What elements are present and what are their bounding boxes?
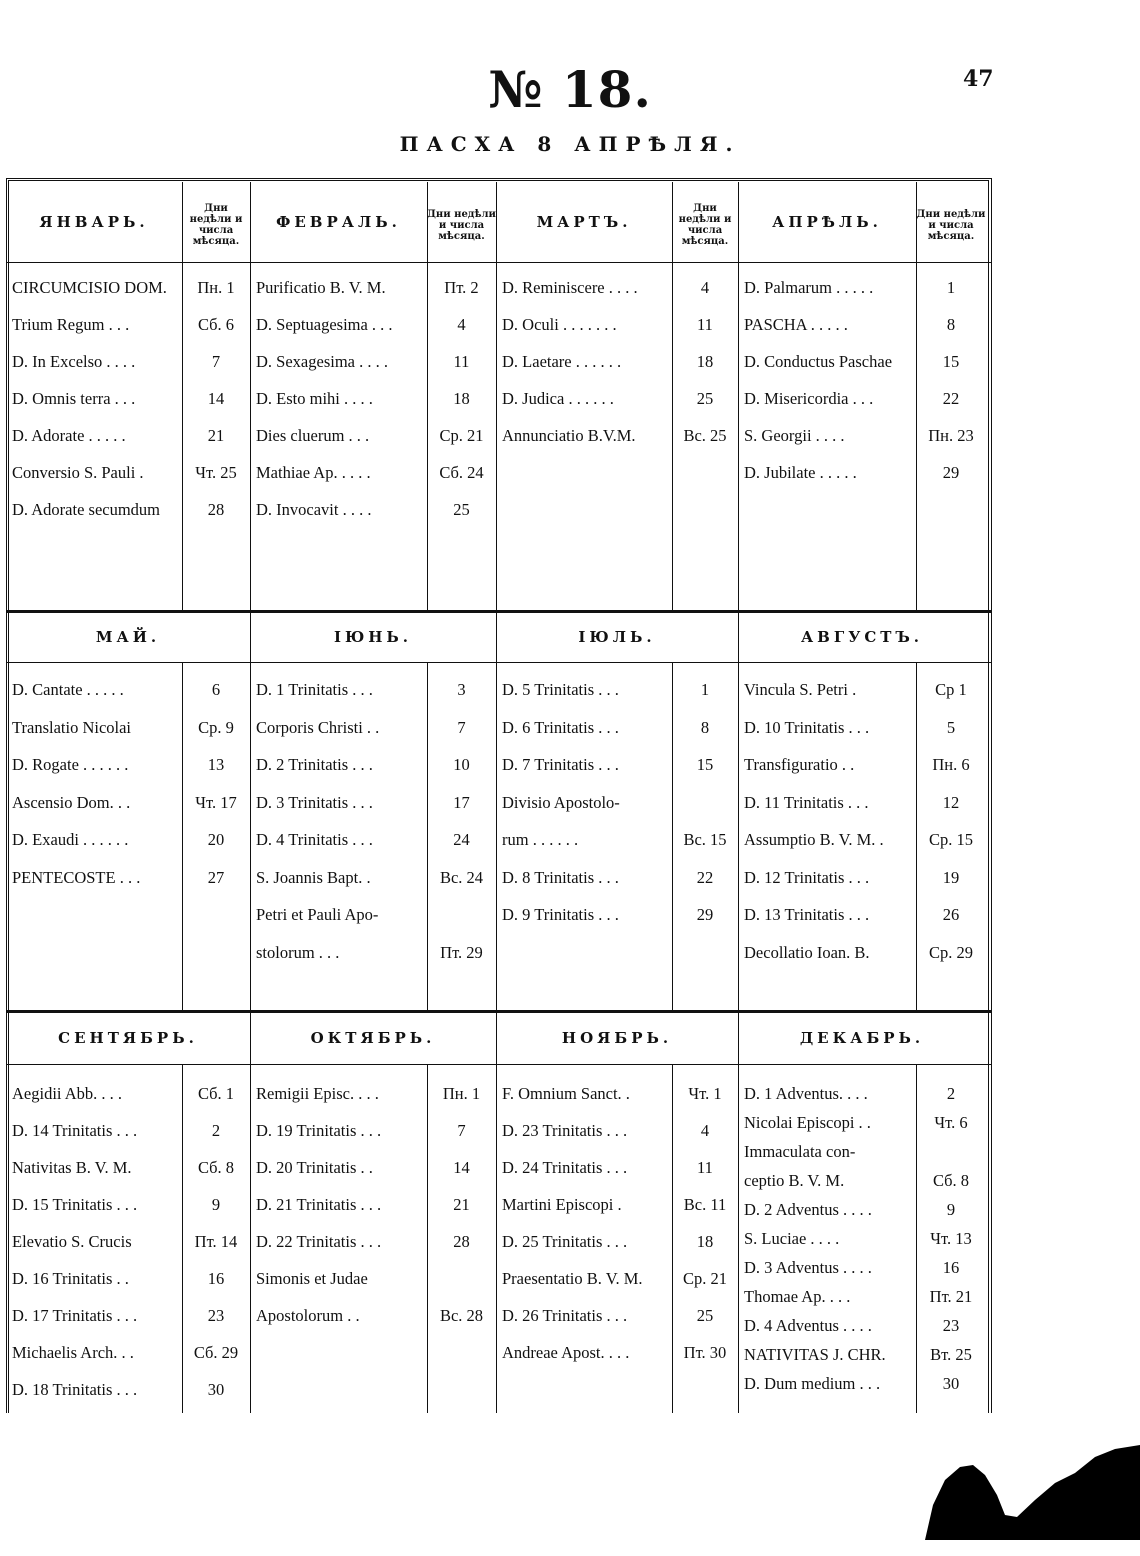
column-divider (738, 612, 739, 1010)
holiday-name: D. 17 Trinitatis . . . (12, 1306, 138, 1325)
holiday-name: S. Luciae . . . . (744, 1229, 840, 1248)
holiday-name: S. Joannis Bapt. . (256, 867, 371, 887)
holiday-name: S. Georgii . . . . (744, 426, 845, 445)
holiday-name: Corporis Christi . . (256, 717, 380, 737)
month-header: ЯНВАРЬ. (39, 213, 149, 231)
month-header: СЕНТЯБРЬ. (58, 1029, 198, 1047)
holiday-day: Пт. 30 (683, 1343, 727, 1362)
holiday-name: D. 5 Trinitatis . . . (502, 680, 619, 699)
holiday-day: 29 (696, 905, 714, 924)
holiday-day: Чт. 13 (930, 1229, 972, 1248)
holiday-day: 11 (697, 1158, 713, 1177)
holiday-name: Purificatio B. V. M. (256, 278, 386, 297)
month-header: IЮНЬ. (333, 628, 413, 646)
month-header: НОЯБРЬ. (561, 1029, 673, 1047)
holiday-day: 9 (946, 1200, 956, 1219)
holiday-name: Thomae Ap. . . . (744, 1287, 851, 1306)
section-header-line (6, 1064, 992, 1065)
holiday-name: D. 1 Adventus. . . . (744, 1084, 868, 1103)
holiday-day: Пн. 1 (442, 1084, 481, 1103)
month-header: МАЙ. (95, 628, 161, 646)
holiday-day: 4 (700, 278, 710, 297)
days-header: Дни недѣли и числа мѣсяца. (678, 203, 732, 247)
holiday-name: Conversio S. Pauli . (12, 463, 144, 482)
holiday-name: Praesentatio B. V. M. (502, 1269, 643, 1288)
holiday-name: Remigii Episc. . . . (256, 1084, 379, 1103)
holiday-day: 18 (696, 352, 714, 371)
holiday-day: Вс. 28 (439, 1306, 484, 1325)
holiday-name: ceptio B. V. M. (744, 1171, 845, 1190)
holiday-name: D. Exaudi . . . . . . (12, 830, 129, 849)
holiday-name: D. 4 Trinitatis . . . (256, 830, 373, 849)
holiday-day: Вс. 11 (683, 1195, 727, 1214)
holiday-name: D. 13 Trinitatis . . . (744, 905, 870, 924)
holiday-name: Simonis et Judae (256, 1269, 368, 1288)
holiday-name: D. 25 Trinitatis . . . (502, 1232, 628, 1251)
holiday-name: D. Invocavit . . . . (256, 500, 372, 519)
holiday-name: D. Esto mihi . . . . (256, 389, 373, 408)
holiday-name: D. Adorate . . . . . (12, 426, 126, 445)
holiday-name: D. Jubilate . . . . . (744, 463, 857, 482)
holiday-day: Сб. 8 (197, 1158, 235, 1177)
holiday-name: Annunciatio B.V.M. (502, 426, 636, 445)
holiday-name: F. Omnium Sanct. . (502, 1084, 630, 1103)
holiday-name: D. Sexagesima . . . . (256, 352, 388, 371)
holiday-day: 12 (942, 792, 960, 812)
holiday-name: Ascensio Dom. . . (12, 792, 131, 812)
holiday-name: Nativitas B. V. M. (12, 1158, 132, 1177)
holiday-day: 15 (942, 352, 960, 371)
holiday-name: Trium Regum . . . (12, 315, 130, 334)
holiday-day: Чт. 1 (688, 1084, 722, 1103)
holiday-name: PENTECOSTE . . . (12, 867, 141, 887)
holiday-name: D. 20 Trinitatis . . (256, 1158, 373, 1177)
holiday-name: D. Dum medium . . . (744, 1374, 881, 1393)
holiday-name: D. 1 Trinitatis . . . (256, 680, 373, 699)
holiday-day: 14 (207, 389, 225, 408)
page-title: № 18. (488, 60, 652, 119)
holiday-day: Вс. 25 (683, 426, 727, 445)
holiday-day: 1 (700, 680, 710, 699)
holiday-day: 25 (696, 389, 714, 408)
month-header: ОКТЯБРЬ. (310, 1029, 436, 1047)
holiday-day: 20 (207, 830, 225, 849)
holiday-day: Сб. 1 (197, 1084, 235, 1103)
holiday-day: 5 (946, 717, 956, 737)
holiday-day: Чт. 25 (195, 463, 237, 482)
holiday-name: Translatio Nicolai (12, 717, 132, 737)
holiday-name: Aegidii Abb. . . . (12, 1084, 122, 1103)
holiday-name: Elevatio S. Crucis (12, 1232, 132, 1251)
holiday-name: D. 24 Trinitatis . . . (502, 1158, 628, 1177)
holiday-name: Immaculata con- (744, 1142, 856, 1161)
holiday-day: Пн. 1 (197, 278, 235, 297)
holiday-name: D. 15 Trinitatis . . . (12, 1195, 138, 1214)
holiday-day: 4 (457, 315, 466, 334)
holiday-day: Сб. 8 (932, 1171, 970, 1190)
holiday-name: D. 22 Trinitatis . . . (256, 1232, 382, 1251)
holiday-name: D. 16 Trinitatis . . (12, 1269, 129, 1288)
holiday-name: D. Adorate secumdum (12, 500, 161, 519)
holiday-name: Transfiguratio . . (744, 755, 855, 774)
holiday-day: 8 (946, 315, 956, 334)
holiday-day: 26 (942, 905, 960, 924)
holiday-name: NATIVITAS J. CHR. (744, 1345, 886, 1364)
holiday-day: Пт. 2 (444, 278, 479, 297)
holiday-name: CIRCUMCISIO DOM. (12, 278, 167, 297)
holiday-name: D. Rogate . . . . . . (12, 755, 129, 774)
holiday-name: Petri et Pauli Apo- (256, 905, 379, 924)
holiday-name: Divisio Apostolo- (502, 792, 620, 812)
holiday-name: D. 2 Trinitatis . . . (256, 755, 373, 774)
holiday-day: 28 (207, 500, 225, 519)
holiday-day: Пт. 14 (194, 1232, 238, 1251)
holiday-name: D. 23 Trinitatis . . . (502, 1121, 628, 1140)
holiday-day: 24 (453, 830, 470, 849)
holiday-day: 9 (211, 1195, 221, 1214)
holiday-name: Dies cluerum . . . (256, 426, 370, 445)
holiday-day: 18 (696, 1232, 714, 1251)
holiday-name: D. Misericordia . . . (744, 389, 874, 408)
days-header: Дни недѣли и числа мѣсяца. (189, 203, 243, 247)
holiday-name: D. Cantate . . . . . (12, 680, 124, 699)
holiday-name: D. 4 Adventus . . . . (744, 1316, 872, 1335)
holiday-name: stolorum . . . (256, 942, 340, 962)
holiday-day: Сб. 24 (439, 463, 484, 482)
month-header: ДЕКАБРЬ. (799, 1029, 925, 1047)
holiday-day: 19 (942, 867, 960, 887)
holiday-day: 30 (207, 1380, 225, 1399)
holiday-name: PASCHA . . . . . (744, 315, 848, 334)
holiday-day: Ср 1 (935, 680, 967, 699)
holiday-day: 3 (457, 680, 466, 699)
holiday-name: D. 14 Trinitatis . . . (12, 1121, 138, 1140)
holiday-name: D. Palmarum . . . . . (744, 278, 874, 297)
holiday-day: 13 (207, 755, 225, 774)
holiday-day: 16 (207, 1269, 225, 1288)
holiday-day: 22 (696, 867, 714, 887)
column-divider (496, 612, 497, 1010)
holiday-name: Nicolai Episcopi . . (744, 1113, 871, 1132)
holiday-name: Assumptio B. V. M. . (744, 830, 884, 849)
holiday-day: Вс. 24 (439, 867, 484, 887)
holiday-name: D. 11 Trinitatis . . . (744, 792, 869, 812)
holiday-day: Ср. 21 (439, 426, 484, 445)
holiday-day: 29 (942, 463, 960, 482)
holiday-day: Ср. 29 (928, 942, 973, 962)
holiday-day: Вс. 15 (683, 830, 727, 849)
holiday-day: Ср. 15 (928, 830, 973, 849)
holiday-name: D. Laetare . . . . . . (502, 352, 622, 371)
holiday-day: 1 (946, 278, 956, 297)
holiday-day: Вт. 25 (930, 1345, 972, 1364)
month-header: IЮЛЬ. (578, 628, 656, 646)
holiday-day: 22 (942, 389, 960, 408)
column-divider (250, 612, 251, 1010)
section-header-line (6, 662, 992, 663)
holiday-day: 2 (946, 1084, 956, 1103)
holiday-name: D. Oculi . . . . . . . (502, 315, 617, 334)
holiday-day: 16 (942, 1258, 960, 1277)
holiday-name: D. 6 Trinitatis . . . (502, 717, 619, 737)
holiday-name: D. Judica . . . . . . (502, 389, 614, 408)
holiday-day: 15 (696, 755, 714, 774)
holiday-day: Пн. 23 (928, 426, 974, 445)
month-header: ФЕВРАЛЬ. (276, 213, 401, 231)
holiday-name: D. 21 Trinitatis . . . (256, 1195, 382, 1214)
holiday-day: 7 (457, 717, 466, 737)
holiday-day: Ср. 21 (682, 1269, 727, 1288)
holiday-day: 25 (453, 500, 470, 519)
holiday-day: 28 (453, 1232, 470, 1251)
holiday-day: Сб. 29 (193, 1343, 239, 1362)
holiday-day: 30 (942, 1374, 960, 1393)
holiday-day: 11 (697, 315, 713, 334)
holiday-name: D. 8 Trinitatis . . . (502, 867, 619, 887)
page-number: 47 (963, 66, 994, 92)
holiday-name: D. 18 Trinitatis . . . (12, 1380, 138, 1399)
holiday-name: D. 3 Trinitatis . . . (256, 792, 373, 812)
holiday-name: D. 26 Trinitatis . . . (502, 1306, 628, 1325)
column-divider (738, 1012, 739, 1413)
holiday-day: 10 (453, 755, 470, 774)
column-divider (250, 1012, 251, 1413)
holiday-day: Пт. 29 (440, 942, 483, 962)
holiday-day: 23 (942, 1316, 960, 1335)
holiday-name: Vincula S. Petri . (744, 680, 857, 699)
holiday-name: D. 3 Adventus . . . . (744, 1258, 872, 1277)
holiday-day: 18 (453, 389, 470, 408)
page-subtitle: ПАСХА 8 АПРѢЛЯ. (399, 132, 741, 156)
holiday-day: 8 (700, 717, 710, 737)
holiday-day: Чт. 17 (195, 792, 237, 812)
holiday-name: D. 12 Trinitatis . . . (744, 867, 870, 887)
scan-shadow-shape (925, 1445, 1140, 1540)
month-header: АВГУСТЪ. (800, 628, 924, 646)
holiday-day: 17 (453, 792, 470, 812)
holiday-name: D. 19 Trinitatis . . . (256, 1121, 382, 1140)
holiday-name: D. 7 Trinitatis . . . (502, 755, 619, 774)
holiday-name: D. Conductus Paschae (744, 352, 893, 371)
holiday-day: 21 (207, 426, 225, 445)
holiday-name: D. 10 Trinitatis . . . (744, 717, 870, 737)
holiday-day: 21 (453, 1195, 470, 1214)
section-header-line (6, 262, 992, 263)
holiday-name: Decollatio Ioan. B. (744, 942, 870, 962)
holiday-name: D. Septuagesima . . . (256, 315, 393, 334)
holiday-name: Michaelis Arch. . . (12, 1343, 134, 1362)
holiday-name: D. In Excelso . . . . (12, 352, 136, 371)
holiday-name: D. Reminiscere . . . . (502, 278, 638, 297)
holiday-day: Пн. 6 (932, 755, 970, 774)
holiday-day: 4 (700, 1121, 710, 1140)
holiday-name: Apostolorum . . (256, 1306, 360, 1325)
month-header: АПРѢЛЬ. (772, 213, 882, 231)
days-header: Дни недѣли и числа мѣсяца. (427, 208, 496, 242)
holiday-name: D. Omnis terra . . . (12, 389, 136, 408)
days-header: Дни недѣли и числа мѣсяца. (916, 208, 986, 242)
holiday-name: Andreae Apost. . . . (502, 1343, 630, 1362)
holiday-day: Ср. 9 (198, 717, 234, 737)
holiday-day: 7 (457, 1121, 466, 1140)
holiday-name: Martini Episcopi . (502, 1195, 622, 1214)
holiday-name: Mathiae Ap. . . . . (256, 463, 371, 482)
holiday-day: Чт. 6 (934, 1113, 968, 1132)
holiday-day: 7 (211, 352, 221, 371)
holiday-day: 14 (453, 1158, 470, 1177)
column-divider (496, 1012, 497, 1413)
holiday-name: D. 9 Trinitatis . . . (502, 905, 619, 924)
month-header: МАРТЪ. (536, 213, 632, 231)
holiday-day: 25 (696, 1306, 714, 1325)
holiday-day: 11 (453, 352, 470, 371)
holiday-day: Сб. 6 (197, 315, 235, 334)
holiday-name: D. 2 Adventus . . . . (744, 1200, 872, 1219)
holiday-name: rum . . . . . . (502, 830, 579, 849)
holiday-day: Пт. 21 (929, 1287, 973, 1306)
holiday-day: 27 (207, 867, 225, 887)
holiday-day: 23 (207, 1306, 225, 1325)
holiday-day: 2 (211, 1121, 221, 1140)
holiday-day: 6 (211, 680, 221, 699)
